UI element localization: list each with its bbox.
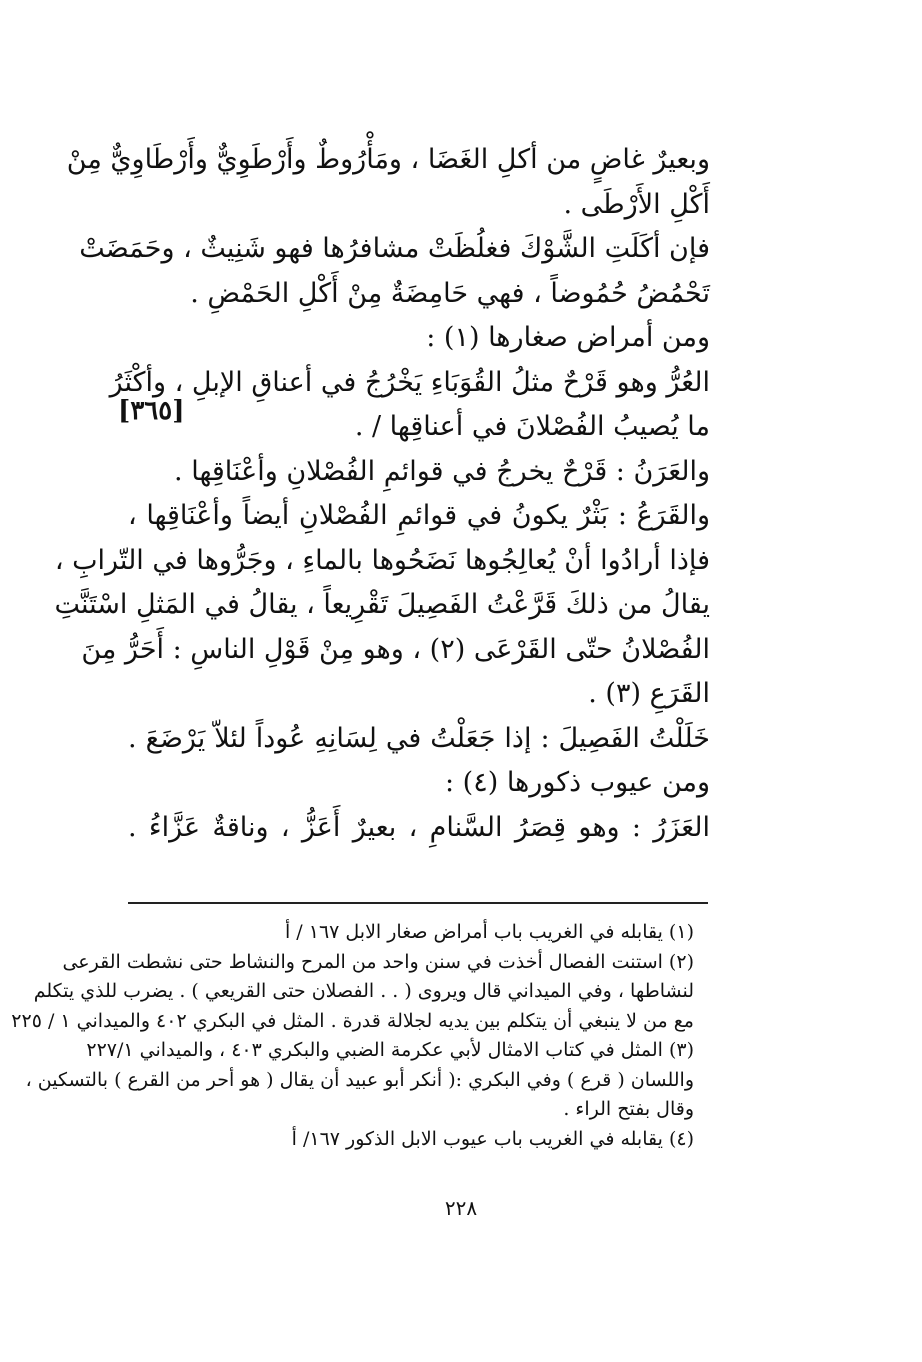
footnote-line: مع من لا ينبغي أن يتكلم بين يديه لجلالة قدرة . المثل في البكري ٤٠٢ والميداني ١ / ٢٢٥ [11,1009,694,1032]
text-line: والعَرَنُ : قَرْحٌ يخرجُ في قوائمِ الفُصْلانِ وأعْنَاقِها . [174,455,710,487]
text-line: تَحْمُضُ حُمُوضاً ، فهي حَامِضَةٌ مِنْ أَكْلِ الحَمْضِ . [190,277,710,309]
footnote-line: (١) يقابله في الغريب باب أمراض صغار الابل ١٦٧ / أ [284,921,694,943]
page-number: ٢٢٨ [444,1196,478,1220]
text-line: فإن أكَلَتِ الشَّوْكَ فغلُظَتْ مشافرُها فهو شَنِيثٌ ، وحَمَضَتْ [79,233,710,264]
footnotes [11,918,694,1154]
footnote-divider [128,902,708,904]
footnote-line: لنشاطها ، وفي الميداني قال ويروى ( . . الفصلان حتى القريعي ) . يضرب للذي يتكلم [33,980,694,1002]
text-line: الفُصْلانُ حتّى القَرْعَى (٢) ، وهو مِنْ قَوْلِ الناسِ : أَحَرُّ مِنَ [81,633,710,665]
footnote-line: (٢) استنت الفصال أخذت في سنن واحد من المرح والنشاط حتى نشطت القرعى [62,950,694,973]
text-line: ما يُصيبُ الفُصْلانَ في أعناقِها / . [354,411,710,442]
margin-page-reference: [٣٦٥] [118,396,185,426]
text-line: والقَرَعُ : بَثْرٌ يكونُ في قوائمِ الفُصْلانِ أيضاً وأعْنَاقِها ، [128,500,710,531]
text-line: ومن أمراض صغارها (١) : [426,322,710,353]
footnote-line: وقال بفتح الراء . [563,1098,694,1120]
footnote-line: (٤) يقابله في الغريب باب عيوب الابل الذكور ١٦٧/ أ [291,1127,694,1150]
text-line: وبعيرٌ غاضٍ من أكلِ الغَضَا ، ومَأْرُوطٌ وأَرْطَوِيٌّ وأَرْطَاوِيٌّ مِنْ [66,144,710,175]
text-line: العَزَرُ : وهو قِصَرُ السَّنامِ ، بعيرٌ أَعَزُّ ، وناقةٌ عَزَّاءُ . [128,811,710,843]
text-line: خَلَلْتُ الفَصِيلَ : إذا جَعَلْتُ في لِسَانِهِ عُوداً لئلاّ يَرْضَعَ . [128,722,710,754]
footnote-line: (٣) المثل في كتاب الامثال لأبي عكرمة الضبي والبكري ٤٠٣ ، والميداني ٢٢٧/١ [86,1039,694,1061]
text-line: أَكْلِ الأَرْطَى . [563,188,710,220]
text-line: فإذا أرادُوا أنْ يُعالِجُوها نَضَحُوها بالماءِ ، وجَرُّوها في التّرابِ ، [54,544,710,576]
text-line: ومن عيوب ذكورها (٤) : [444,767,710,798]
text-line: القَرَعِ (٣) . [588,678,710,709]
main-text [54,138,710,850]
footnote-line: واللسان ( قرع ) وفي البكري :( أنكر أبو عبيد أن يقال ( هو أحر من القرع ) بالتسكين ، [25,1068,694,1091]
text-line: العُرُّ وهو قَرْحٌ مثلُ القُوَبَاءِ يَخْرُجُ في أعناقِ الإبلِ ، وأكْثَرُ [109,366,710,398]
text-line: يقالُ من ذلكَ قَرَّعْتُ الفَصِيلَ تَقْرِيعاً ، يقالُ في المَثلِ اسْتَنَّتِ [54,589,710,620]
